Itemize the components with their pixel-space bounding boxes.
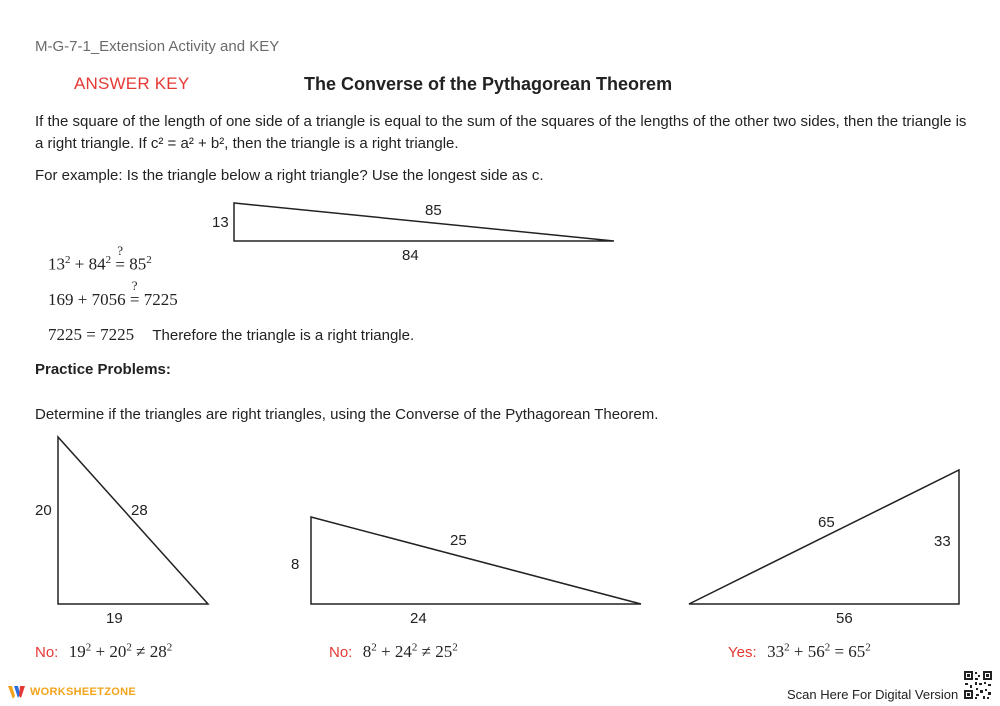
practice-instruction: Determine if the triangles are right triangles, using the Converse of the Pythagorean Theorem. — [35, 406, 659, 423]
example-step-2: 169 + 7056 ? = 7225 — [48, 278, 178, 309]
example-side-c: 85 — [425, 202, 442, 219]
p2-side-vertical: 8 — [291, 556, 300, 573]
practice-triangle-1 — [35, 437, 208, 627]
p3-side-bottom: 56 — [836, 610, 853, 627]
step2-left1: 169 — [48, 290, 74, 309]
intro-paragraph: If the square of the length of one side of a triangle is equal to the sum of the squares of the lengths of the other two sides, then the triangle is a right triangle. If c² = a² + b², then the triangle is a right triangle. — [35, 113, 967, 152]
page-title: The Converse of the Pythagorean Theorem — [304, 74, 673, 94]
example-prompt: For example: Is the triangle below a right triangle? Use the longest side as c. — [35, 167, 544, 184]
p2-hypotenuse: 25 — [450, 532, 467, 549]
practice-triangle-3 — [689, 470, 959, 627]
brand-logo[interactable] — [8, 684, 136, 700]
practice-heading: Practice Problems: — [35, 361, 171, 378]
question-mark: ? — [131, 278, 138, 293]
practice-triangle-2 — [291, 517, 641, 627]
answer-1-verdict: No: — [35, 643, 59, 661]
brand-name: WORKSHEETZONE — [30, 686, 136, 698]
step3-right: 7225 — [100, 325, 135, 344]
p2-side-bottom: 24 — [410, 610, 427, 627]
example-conclusion: Therefore the triangle is a right triangle. — [152, 327, 415, 344]
worksheetzone-logo-icon — [8, 684, 26, 700]
worksheet-code: M-G-7-1_Extension Activity and KEY — [35, 38, 280, 55]
answer-2: No: $8^2 + 24^2 \ne 25^2$ — [329, 641, 458, 661]
answer-3-verdict: Yes: — [728, 643, 757, 661]
qr-code-icon[interactable] — [963, 670, 993, 700]
scan-text: Scan Here For Digital Version — [787, 687, 959, 702]
answer-1: No: $19^2 + 20^2 \ne 28^2$ — [35, 641, 173, 661]
step2-right: 7225 — [143, 290, 178, 309]
answer-3: Yes: $33^2 + 56^2 = 65^2$ — [728, 641, 871, 661]
example-side-b: 84 — [402, 247, 419, 264]
question-mark: ? — [117, 242, 124, 258]
answer-2-verdict: No: — [329, 643, 353, 661]
step1-b: 84 — [88, 254, 106, 274]
p1-side-vertical: 20 — [35, 502, 52, 519]
p3-side-vertical: 33 — [934, 533, 951, 550]
step2-left2: 7056 — [91, 290, 126, 309]
p3-hypotenuse: 65 — [818, 514, 835, 531]
step3-left: 7225 — [48, 325, 82, 344]
example-side-a: 13 — [212, 214, 229, 231]
example-step-1: $13^2 + 84^2$ ? = $85^2$ — [48, 242, 152, 274]
step1-a: 13 — [48, 254, 65, 274]
answer-key-label: ANSWER KEY — [74, 74, 190, 93]
step1-c: 85 — [129, 254, 147, 274]
p1-side-bottom: 19 — [106, 610, 123, 627]
example-step-3: 7225 = 7225 Therefore the triangle is a right triangle. — [48, 325, 415, 344]
p1-hypotenuse: 28 — [131, 502, 148, 519]
